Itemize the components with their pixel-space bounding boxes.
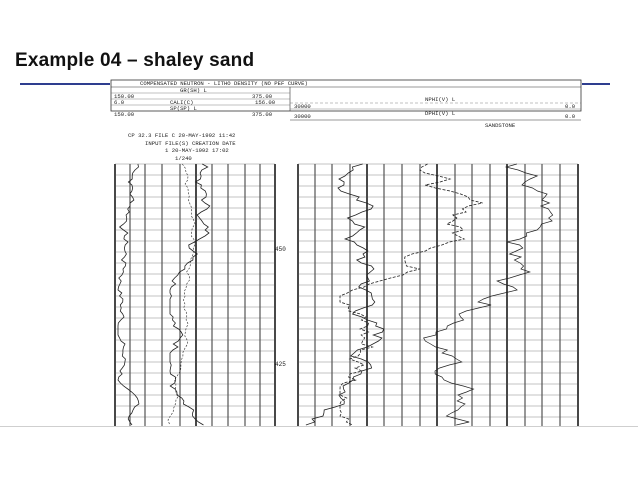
file-info: CP 32.3 FILE C 20-MAY-1992 11:42 (128, 132, 236, 139)
depth-label-425: 425 (275, 361, 286, 368)
left-curve-2-max: 156.00 (255, 99, 276, 106)
input-files-info: INPUT FILE(S) CREATION DATE (145, 140, 236, 147)
left-curve-3-max: 375.00 (252, 111, 273, 118)
input-files-date: 1 20-MAY-1992 17:02 (165, 147, 229, 154)
left-curve-3-min: 150.00 (114, 111, 135, 118)
left-curve-1-min: 150.00 (114, 93, 135, 100)
log-header-title: COMPENSATED NEUTRON - LITHO DENSITY (NO PEF CURVE) (140, 80, 308, 87)
left-curve-2-name: CALI(C) (170, 99, 194, 106)
right-curve-1-max: 0.0 (565, 103, 576, 110)
left-curve-1-name: GR(SH) L (180, 87, 207, 94)
right-curve-2-min: 30000 (294, 113, 311, 120)
left-curve-1-max: 375.00 (252, 93, 273, 100)
left-curve-2-min: 6.0 (114, 99, 125, 106)
well-log-image (110, 79, 582, 426)
scale-label: 1/240 (175, 155, 192, 162)
right-curve-1-min: 30000 (294, 103, 311, 110)
slide-bottom-border (0, 426, 638, 427)
right-curve-2-max: 0.0 (565, 113, 576, 120)
right-curve-1-name: NPHI(V) L (425, 96, 456, 103)
left-curve-3-name: SP(SP) L (170, 105, 197, 112)
right-curve-2-name: DPHI(V) L (425, 110, 456, 117)
slide-title: Example 04 – shaley sand (15, 50, 255, 71)
depth-label-450: 450 (275, 246, 286, 253)
lithology-label: SANDSTONE (485, 122, 516, 129)
